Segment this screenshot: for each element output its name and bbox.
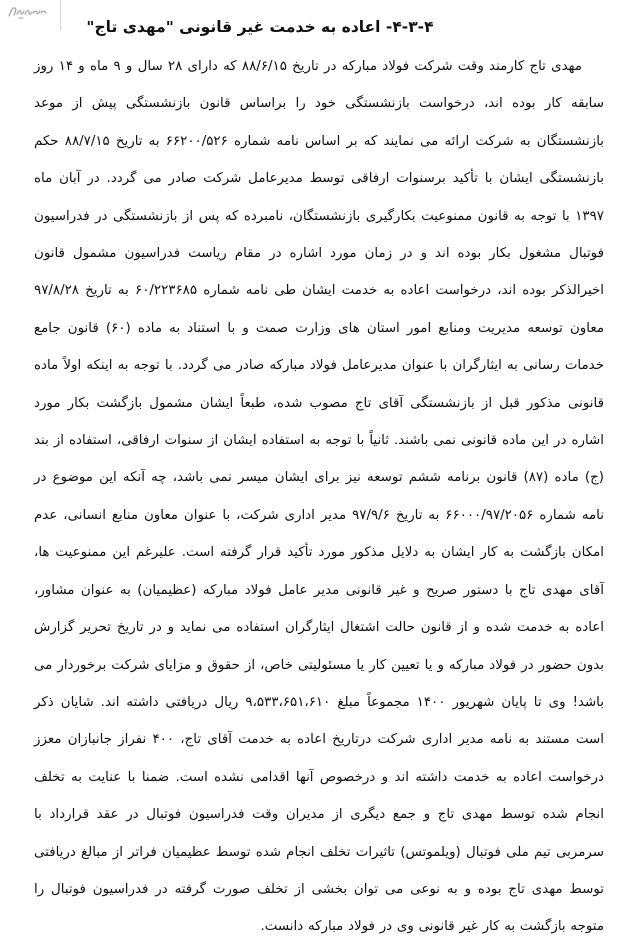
body-text [34, 48, 604, 946]
page-title: ۴-۳-۴- اعاده به خدمت غیر قانونی "مهدی تاج" [86, 18, 434, 37]
body-paragraph: مهدی تاج کارمند وقت شرکت فولاد مبارکه در تاریخ ۸۸/۶/۱۵ که دارای ۲۸ سال و ۹ ماه و ۱۴ روز سابقه کار بوده اند، درخواست بازنشستگی خود را براساس قانون بازنشستگی پیش از موعد بازنشستگان به شرکت ارائه می نمایند که بر اساس نامه شماره ۶۶۲۰۰/۵۲۶ به تاریخ ۸۸/۷/۱۵ حکم بازنشستگی ایشان با تأکید برسنوات ارفاقی توسط مدیرعامل شرکت صادر می گردد. در آبان ماه ۱۳۹۷ با توجه به قانون ممنوعیت بکارگیری بازنشستگان، نامبرده که پس از بازنشستگی در فدراسیون فوتبال مشغول بکار بوده اند و در زمان مورد اشاره در مقام ریاست فدراسیون مشمول قانون اخیرالذکر بوده اند، درخواست اعاده به خدمت ایشان طی نامه شماره ۶۰/۲۲۳۶۸۵ به تاریخ ۹۷/۸/۲۸ معاون توسعه مدیریت ومنابع امور استان های وزارت صمت و با استناد به ماده (۶۰) قانون جامع خدمات رسانی به ایثارگران با عنوان مدیرعامل فولاد مبارکه صادر می گردد. با توجه به اینکه اولاً ماده قانونی مذکور قبل از بازنشستگی آقای تاج مصوب شده، طبعاً ایشان مشمول بازگشت بکار مورد اشاره در این ماده قانونی نمی باشند. ثانیاً با توجه به استفاده ایشان از سنوات ارفاقی، استفاده از بند (ج) ماده (۸۷) قانون برنامه ششم توسعه نیز برای ایشان میسر نمی باشد، چه آنکه این موضوع در نامه شماره ۶۶۰۰۰/۹۷/۲۰۵۶ به تاریخ ۹۷/۹/۶ مدیر اداری شرکت، با عنوان معاون منابع انسانی، عدم امکان بازگشت به کار ایشان به دلایل مذکور مورد تأکید قرار گرفته است. علیرغم این ممنوعیت ها، آقای مهدی تاج با دستور صریح و غیر قانونی مدیر عامل فولاد مبارکه (عظیمیان) به عنوان مشاور، اعاده به خدمت شده و از قانون حالت اشتغال ایثارگران استفاده می نماید و در تاریخ تحریر گزارش بدون حضور در فولاد مبارکه و یا تعیین کار یا مسئولیتی خاص، از حقوق و مزایای شرکت برخوردار می باشد! وی تا پایان شهریور ۱۴۰۰ مجموعاً مبلغ ۹،۵۳۳،۶۵۱،۶۱۰ ریال دریافتی داشته اند. شایان ذکر است مستند به نامه مدیر اداری شرکت درتاریخ اعاده به خدمت آقای تاج، ۴۰۰ نفراز جانبازان معزز درخواست اعاده به خدمت داشته اند و درخصوص آنها اقدامی نشده است. ضمنا با عنایت به تخلف انجام شده توسط مهدی تاج و جمع دیگری از مدیران وقت فدراسیون فوتبال در عقد قرارداد با سرمربی تیم ملی فوتبال (ویلموتس) تاثیرات تخلف انجام شده توسط عظیمیان فراتر از مبالغ دریافتی توسط مهدی تاج بوده و به نوعی می توان بخشی از تخلف صورت گرفته در فدراسیون فوتبال را متوجه بازگشت به کار غیر قانونی وی در فولاد مبارکه دانست. [34, 59, 604, 935]
